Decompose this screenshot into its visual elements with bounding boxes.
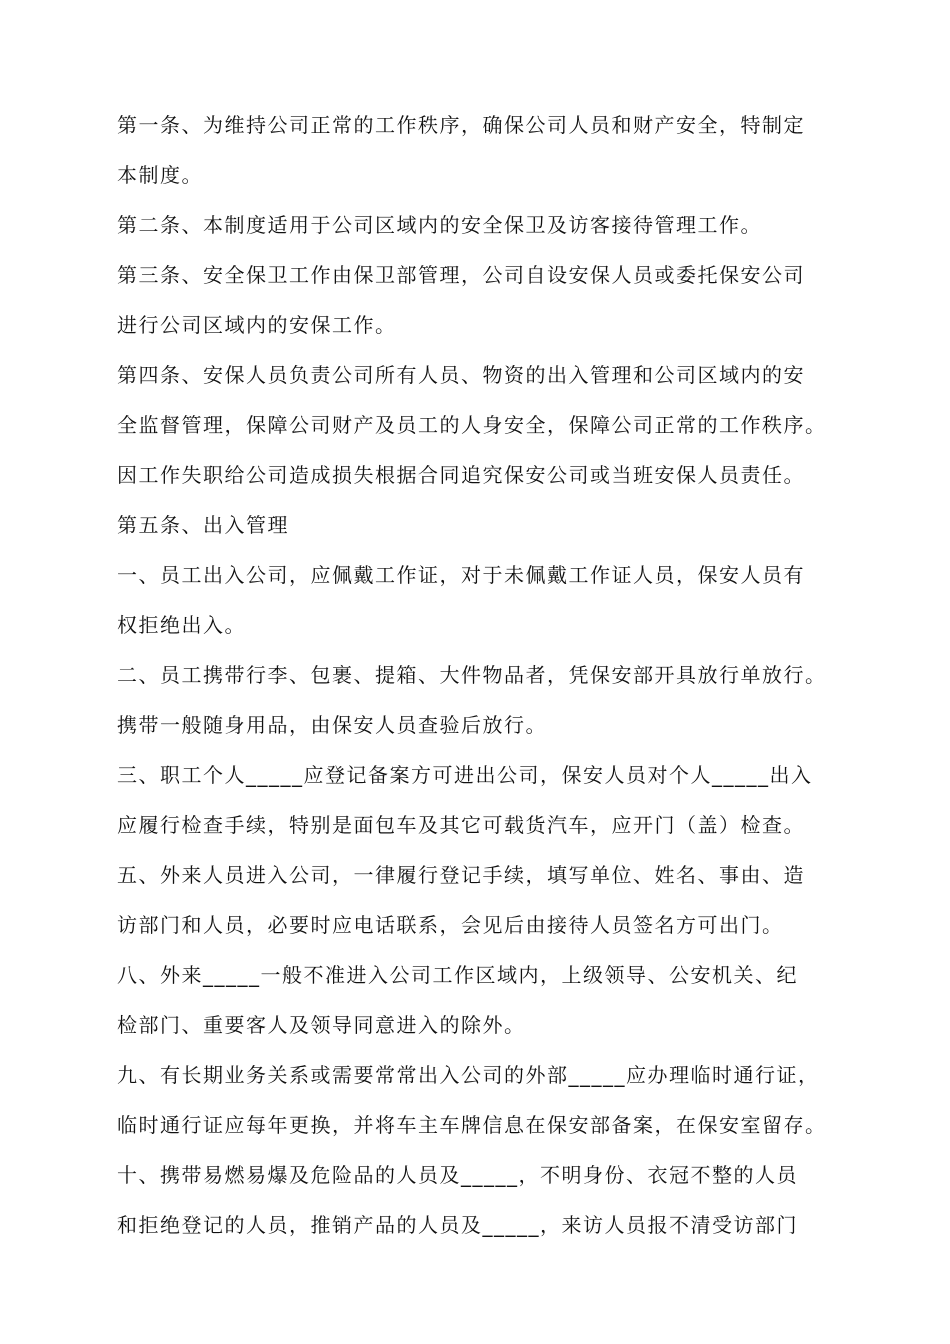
text-line: 第一条、为维持公司正常的工作秩序，确保公司人员和财产安全，特制定: [117, 113, 805, 137]
document-body: [117, 100, 847, 1250]
text-line: 第二条、本制度适用于公司区域内的安全保卫及访客接待管理工作。: [117, 213, 762, 237]
text-line: 进行公司区域内的安保工作。: [117, 313, 397, 337]
text-line: 一、员工出入公司，应佩戴工作证，对于未佩戴工作证人员，保安人员有: [117, 563, 805, 587]
text-line: 八、外来_____一般不准进入公司工作区域内，上级领导、公安机关、纪: [117, 963, 798, 987]
text-line: 第四条、安保人员负责公司所有人员、物资的出入管理和公司区域内的安: [117, 363, 805, 387]
text-line: 十、携带易燃易爆及危险品的人员及_____，不明身份、衣冠不整的人员: [117, 1163, 798, 1187]
text-line: 和拒绝登记的人员，推销产品的人员及_____，来访人员报不清受访部门: [117, 1213, 798, 1237]
text-line: 本制度。: [117, 163, 203, 187]
text-line: 全监督管理，保障公司财产及员工的人身安全，保障公司正常的工作秩序。: [117, 413, 827, 437]
text-line: 访部门和人员，必要时应电话联系，会见后由接待人员签名方可出门。: [117, 913, 784, 937]
text-line: 因工作失职给公司造成损失根据合同追究保安公司或当班安保人员责任。: [117, 463, 805, 487]
text-line: 临时通行证应每年更换，并将车主车牌信息在保安部备案，在保安室留存。: [117, 1113, 827, 1137]
text-line: 权拒绝出入。: [117, 613, 246, 637]
text-line: 二、员工携带行李、包裹、提箱、大件物品者，凭保安部开具放行单放行。: [117, 663, 827, 687]
text-line: 应履行检查手续，特别是面包车及其它可载货汽车，应开门（盖）检查。: [117, 813, 805, 837]
text-line: 三、职工个人_____应登记备案方可进出公司，保安人员对个人_____出入: [117, 763, 813, 787]
text-line: 九、有长期业务关系或需要常常出入公司的外部_____应办理临时通行证，: [117, 1063, 820, 1087]
section-heading: 第五条、出入管理: [117, 513, 289, 537]
text-line: 五、外来人员进入公司，一律履行登记手续，填写单位、姓名、事由、造: [117, 863, 805, 887]
text-line: 检部门、重要客人及领导同意进入的除外。: [117, 1013, 526, 1037]
text-line: 携带一般随身用品，由保安人员查验后放行。: [117, 713, 547, 737]
text-line: 第三条、安全保卫工作由保卫部管理，公司自设安保人员或委托保安公司: [117, 263, 805, 287]
